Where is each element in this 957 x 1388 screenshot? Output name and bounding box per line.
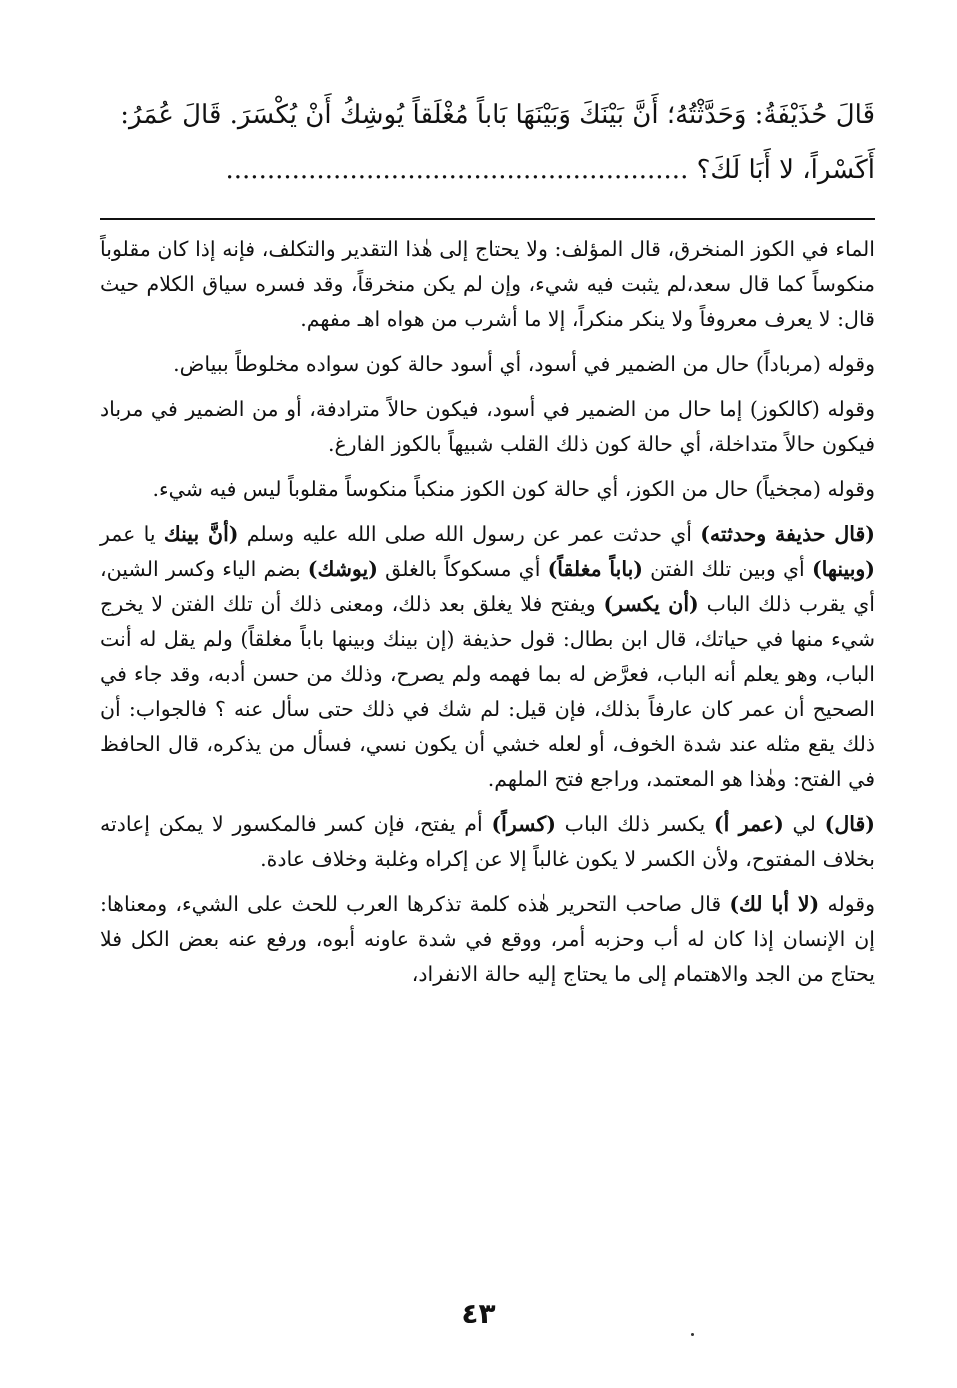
- commentary-paragraph: الماء في الكوز المنخرق، قال المؤلف: ولا يحتاج إلى هٰذا التقدير والتكلف، فإنه إذا كان مقلوباً منكوساً كما قال سعد،لم يثبت فيه شيء، وإن لم يكن منخرقاً، وقد فسره سياق الكلام حيث قال: لا يعرف معروفاً ولا ينكر منكراً، إلا ما أشرب من هواه اهـ مفهم.: [100, 237, 875, 331]
- hadith-line: قَالَ حُذَيْفَةُ: وَحَدَّثْتُهُ؛ أَنَّ بَيْنَكَ وَبَيْنَهَا بَاباً مُغْلَقاً يُوشِكُ أَنْ يُكْسَرَ. قَالَ عُمَرُ:: [120, 100, 875, 130]
- quoted-phrase: (عمر أ): [713, 812, 784, 836]
- commentary-paragraph: [100, 887, 875, 992]
- quoted-phrase: (لا أبا لك): [729, 892, 820, 916]
- commentary: [100, 232, 875, 992]
- print-speck: [691, 1333, 694, 1336]
- commentary-text: يكسر ذلك الباب: [555, 812, 714, 836]
- quoted-phrase: (أنَّ بينك: [163, 522, 239, 546]
- commentary-text: أي وبين تلك الفتن: [642, 557, 812, 581]
- commentary-paragraph: وقوله (مجخياً) حال من الكوز، أي حالة كون الكوز منكباً منكوساً مقلوباً ليس فيه شيء.: [152, 477, 875, 501]
- hadith-line: أَكَسْراً، لا أَبَا لَكَ؟ ........................................................: [225, 155, 875, 185]
- commentary-paragraph: [100, 517, 875, 797]
- commentary-text: لي: [783, 812, 825, 836]
- quoted-phrase: (قال): [824, 812, 875, 836]
- commentary-text: قال صاحب التحرير هٰذه كلمة تذكرها العرب للحث على الشيء، ومعناها: إن الإنسان إذا كان له أب وحزبه أمر، ووقع في شدة عاونه أبوه، ورفع عنه بعض الكل فلا يحتاج من الجد والاهتمام إلى ما يحتاج إليه حالة الانفراد،: [100, 892, 875, 986]
- commentary-text: أي حدثت عمر عن رسول الله صلى الله عليه وسلم: [238, 522, 701, 546]
- commentary-text: ويفتح فلا يغلق بعد ذلك، ومعنى ذلك أن تلك الفتن لا يخرج شيء منها في حياتك، قال ابن بطال: قول حذيفة (إن بينك وبينها باباً مغلقاً) ولم يقل له أنت الباب، وهو يعلم أنه الباب، فعرَّض له بما فهمه ولم يصرح، وذلك من حسن أدبه، وقد جاء في الصحيح أن عمر كان عارفاً بذلك، فإن قيل: لم شك في ذلك حتى سأل عنه ؟ فالجواب: أن ذلك يقع مثله عند شدة الخوف، أو لعله خشي أن يكون نسي، فسأل من يذكره، قال الحافظ في الفتح: وهٰذا هو المعتمد، وراجع فتح الملهم.: [100, 592, 875, 791]
- quoted-phrase: (وبينها): [811, 557, 876, 581]
- commentary-paragraph: [100, 807, 875, 877]
- page-number: ٤٣: [461, 1297, 496, 1330]
- quoted-phrase: (كسراً): [491, 812, 556, 836]
- quoted-phrase: (قال حذيفة وحدثته): [700, 522, 875, 546]
- commentary-paragraph: وقوله (مرباداً) حال من الضمير في أسود، أي أسود حالة كون سواده مخلوطاً ببياض.: [173, 352, 875, 376]
- commentary-text: بضم الياء وكسر الشين، أي يقرب ذلك الباب: [100, 557, 876, 616]
- commentary-text: يا عمر: [100, 522, 164, 546]
- quoted-phrase: (أن يكسر): [603, 592, 699, 616]
- hadith-text: [100, 88, 875, 198]
- commentary-text: وقوله: [819, 892, 875, 916]
- separator-rule: [100, 218, 875, 220]
- commentary-paragraph: وقوله (كالكوز) إما حال من الضمير في أسود، فيكون حالاً مترادفة، أو من الضمير في مرباد فيكون حالاً متداخلة، أي حالة كون ذلك القلب شبيهاً بالكوز الفارغ.: [100, 397, 875, 456]
- quoted-phrase: (باباً مغلقاً): [547, 557, 643, 581]
- commentary-text: أي مسكوكاً بالغلق: [377, 557, 548, 581]
- page-content: [100, 88, 875, 1002]
- quoted-phrase: (يوشك): [307, 557, 378, 581]
- commentary-text: أم يفتح، فإن كسر فالمكسور لا يمكن إعادته بخلاف المفتوح، ولأن الكسر لا يكون غالباً إلا عن إكراه وغلبة وخلاف عادة.: [100, 812, 875, 871]
